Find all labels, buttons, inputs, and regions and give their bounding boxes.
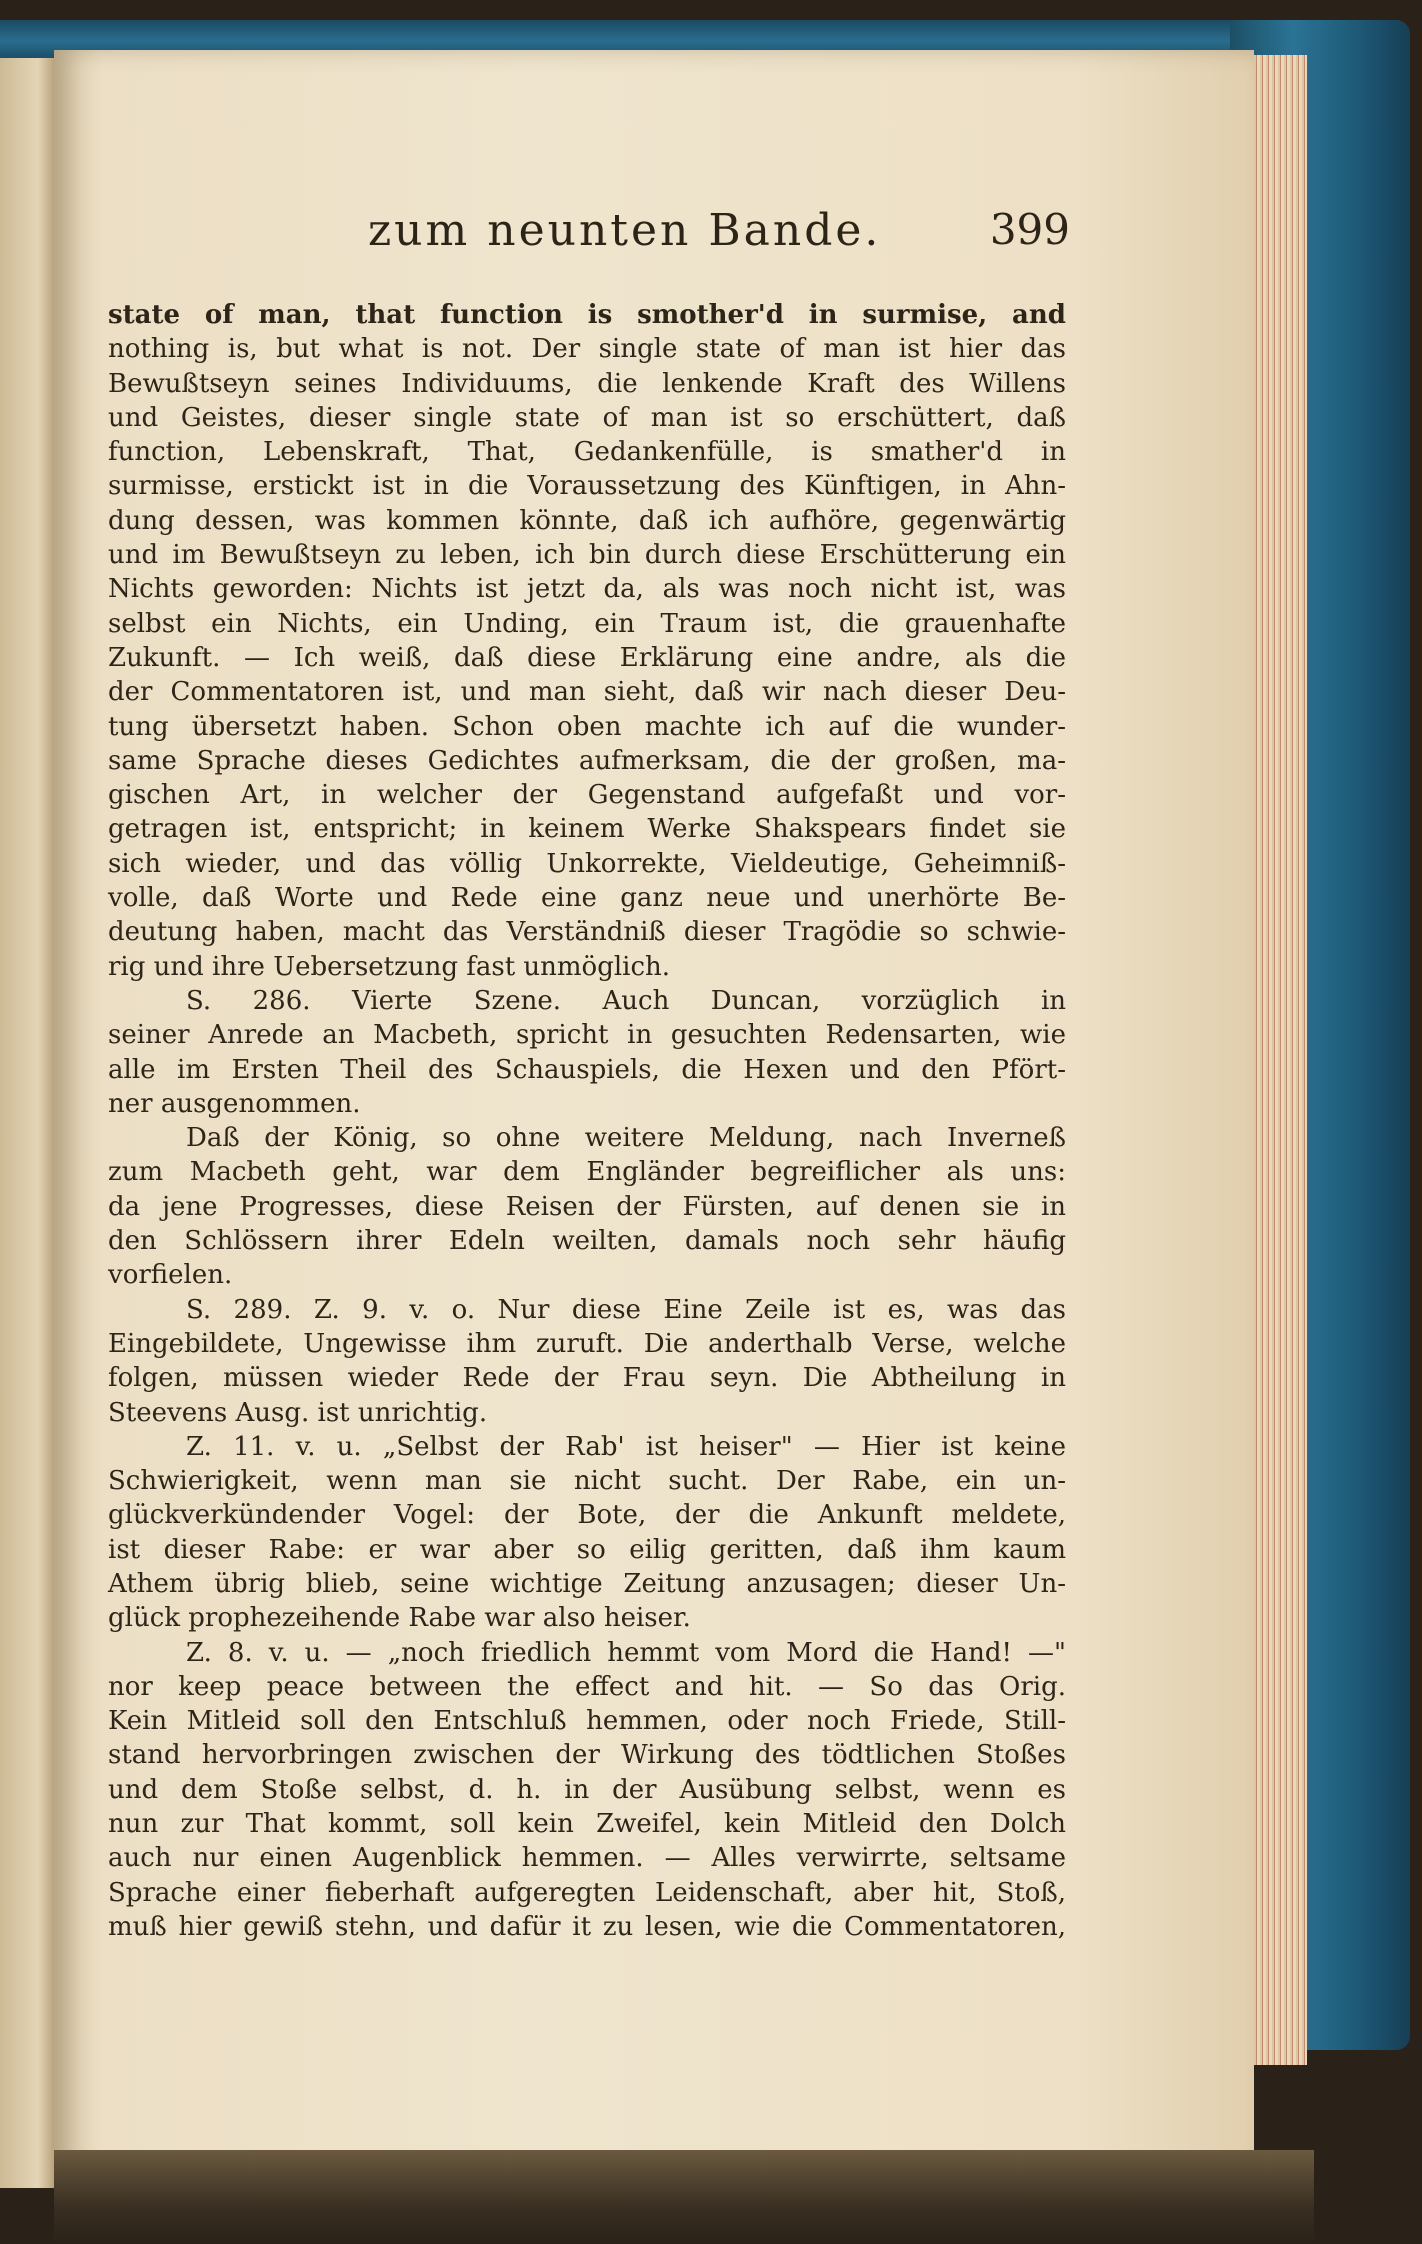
text-line: und dem Stoße selbst, d. h. in der Ausübung selbst, wenn es <box>108 1774 1066 1805</box>
text-line: Daß der König, so ohne weitere Meldung, nach Inverneß <box>186 1123 1066 1154</box>
text-line: gischen Art, in welcher der Gegenstand aufgefaßt und vor- <box>108 780 1066 811</box>
page-edges <box>1245 55 1307 2065</box>
text-line: seiner Anrede an Macbeth, spricht in gesuchten Redensarten, wie <box>108 1020 1066 1051</box>
text-line: state of man, that function is smother'd in surmise, and <box>108 300 1066 330</box>
text-line: zum Macbeth geht, war dem Engländer begreiflicher als uns: <box>108 1157 1066 1188</box>
text-line: tung übersetzt haben. Schon oben machte ich auf die wunder- <box>108 711 1066 742</box>
text-line: S. 289. Z. 9. v. o. Nur diese Eine Zeile ist es, was das <box>186 1294 1066 1325</box>
text-line: Zukunft. — Ich weiß, daß diese Erklärung eine andre, als die <box>108 642 1066 673</box>
text-line: Athem übrig blieb, seine wichtige Zeitung anzusagen; dieser Un- <box>108 1568 1066 1599</box>
text-line: selbst ein Nichts, ein Unding, ein Traum ist, die grauenhafte <box>108 608 1066 639</box>
text-line: Kein Mitleid soll den Entschluß hemmen, oder noch Friede, Still- <box>108 1706 1066 1737</box>
text-line: Eingebildete, Ungewisse ihm zuruft. Die anderthalb Verse, welche <box>108 1328 1066 1359</box>
text-line: Nichts geworden: Nichts ist jetzt da, als was noch nicht ist, was <box>108 574 1066 605</box>
text-line: glückverkündender Vogel: der Bote, der die Ankunft meldete, <box>108 1500 1066 1531</box>
text-line: Z. 8. v. u. — „noch friedlich hemmt vom Mord die Hand! —" <box>186 1637 1066 1668</box>
text-line: Bewußtseyn seines Individuums, die lenkende Kraft des Willens <box>108 368 1066 399</box>
text-line: nor keep peace between the effect and hit. — So das Orig. <box>108 1671 1066 1702</box>
text-line: Steevens Ausg. ist unrichtig. <box>108 1397 488 1428</box>
bottom-shadow <box>54 2150 1314 2244</box>
text-line: den Schlössern ihrer Edeln weilten, damals noch sehr häufig <box>108 1226 1066 1257</box>
text-line: surmisse, erstickt ist in die Voraussetzung des Künftigen, in Ahn- <box>108 471 1066 502</box>
text-line: und Geistes, dieser single state of man ist so erschüttert, daß <box>108 402 1066 433</box>
text-line: deutung haben, macht das Verständniß dieser Tragödie so schwie- <box>108 917 1066 948</box>
page-header <box>340 205 1070 265</box>
text-line: da jene Progresses, diese Reisen der Fürsten, auf denen sie in <box>108 1191 1066 1222</box>
text-line: ner ausgenommen. <box>108 1088 361 1119</box>
text-line: der Commentatoren ist, und man sieht, daß wir nach dieser Deu- <box>108 677 1066 708</box>
page-number: 399 <box>989 205 1070 254</box>
text-line: muß hier gewiß stehn, und dafür it zu lesen, wie die Commentatoren, <box>108 1911 1066 1942</box>
text-line: Schwierigkeit, wenn man sie nicht sucht. Der Rabe, ein un- <box>108 1466 1066 1497</box>
text-line: vorfielen. <box>108 1260 233 1291</box>
text-line: same Sprache dieses Gedichtes aufmerksam, die der großen, ma- <box>108 745 1066 776</box>
text-line: volle, daß Worte und Rede eine ganz neue und unerhörte Be- <box>108 883 1066 914</box>
text-line: folgen, müssen wieder Rede der Frau seyn. Die Abtheilung in <box>108 1363 1066 1394</box>
text-line: dung dessen, was kommen könnte, daß ich aufhöre, gegenwärtig <box>108 505 1066 536</box>
text-line: und im Bewußtseyn zu leben, ich bin durch diese Erschütterung ein <box>108 540 1066 571</box>
text-line: ist dieser Rabe: er war aber so eilig geritten, daß ihm kaum <box>108 1534 1066 1565</box>
left-page-margin <box>0 58 54 2188</box>
text-line: rig und ihre Uebersetzung fast unmöglich. <box>108 951 671 982</box>
text-line: Z. 11. v. u. „Selbst der Rab' ist heiser" — Hier ist keine <box>186 1431 1066 1462</box>
text-line: alle im Ersten Theil des Schauspiels, die Hexen und den Pfört- <box>108 1054 1066 1085</box>
text-line: Sprache einer fieberhaft aufgeregten Leidenschaft, aber hit, Stoß, <box>108 1877 1066 1908</box>
text-line: stand hervorbringen zwischen der Wirkung des tödtlichen Stoßes <box>108 1740 1066 1771</box>
text-line: function, Lebenskraft, That, Gedankenfülle, is smather'd in <box>108 437 1066 468</box>
text-line: getragen ist, entspricht; in keinem Werke Shakspears findet sie <box>108 814 1066 845</box>
body-text <box>108 298 1066 1944</box>
text-line: nun zur That kommt, soll kein Zweifel, kein Mitleid den Dolch <box>108 1809 1066 1840</box>
text-line: auch nur einen Augenblick hemmen. — Alles verwirrte, seltsame <box>108 1843 1066 1874</box>
text-line: S. 286. Vierte Szene. Auch Duncan, vorzüglich in <box>186 985 1066 1016</box>
running-title: zum neunten Bande. <box>368 205 882 256</box>
text-line: glück prophezeihende Rabe war also heiser. <box>108 1603 691 1634</box>
text-line: nothing is, but what is not. Der single state of man ist hier das <box>108 334 1066 365</box>
text-line: sich wieder, und das völlig Unkorrekte, Vieldeutige, Geheimniß- <box>108 848 1066 879</box>
